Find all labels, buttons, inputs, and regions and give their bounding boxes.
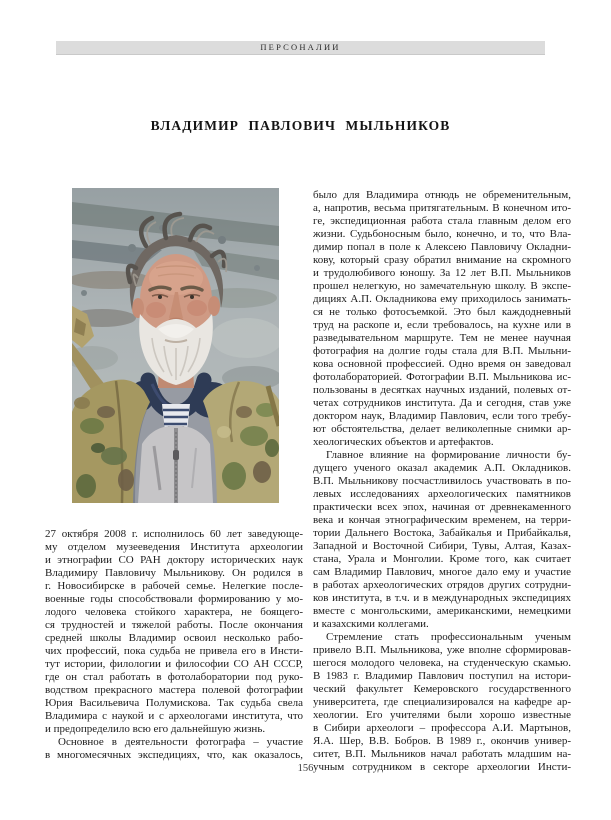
text-line: ков института, в т.ч. и в международных экспедициях bbox=[313, 592, 571, 604]
text-line: разведывательном маршруте. Тем не менее научная bbox=[313, 332, 571, 344]
section-header-label: ПЕРСОНАЛИИ bbox=[260, 42, 341, 52]
page-number: 156 bbox=[297, 763, 314, 774]
gray-vest bbox=[138, 426, 213, 503]
text-line: привело В.П. Мыльникова, уже вполне сформировав- bbox=[313, 644, 571, 656]
text-line: тории Дальнего Востока, Забайкалья и Прибайкалья, bbox=[313, 527, 571, 539]
portrait-photo-illustration bbox=[72, 188, 279, 503]
text-line: ге, экспедиционная работа стала главным делом его bbox=[313, 215, 571, 227]
text-line: шегося молодого человека, на студенческую скамью. bbox=[313, 657, 571, 669]
text-line: учным сотрудником в секторе археологии Инсти- bbox=[313, 761, 571, 773]
text-line: военные годы способствовали формированию у мо- bbox=[45, 593, 303, 605]
section-header-band bbox=[56, 41, 545, 55]
text-line: Владимиру Павловичу Мыльникову. Он родился в bbox=[45, 567, 303, 579]
text-line: а, напротив, весьма притягательным. В конечном ито- bbox=[313, 202, 571, 214]
text-line: жизни. Судьбоносным было, конечно, и то, что Вла- bbox=[313, 228, 571, 240]
text-line: сам Владимир Павлович, многое дало ему и участие bbox=[313, 566, 571, 578]
text-line: хеологических объектов и артефактов. bbox=[313, 436, 494, 448]
text-line: Западной и Восточной Сибири, Тувы, Алтая, Казах- bbox=[313, 540, 571, 552]
portrait-photo bbox=[72, 188, 279, 503]
text-line: хеологии. Его учителями были хорошо известные bbox=[313, 709, 571, 721]
text-line: в Сибири археологи – профессора А.И. Мартынов, bbox=[313, 722, 571, 734]
text-line: Владимира с наукой и с археологами института, что bbox=[45, 710, 303, 722]
text-line: му отделом музееведения Института археологии bbox=[45, 541, 303, 553]
text-line: доктором наук, Владимир Павлович, если того требу- bbox=[313, 410, 571, 422]
text-line: фотолабораторией. Фотографии В.П. Мыльникова ис- bbox=[313, 371, 571, 383]
text-line: г. Новосибирске в рабочей семье. Нелегкие после- bbox=[45, 580, 303, 592]
text-line: ся не только фотосъемкой. Это был каждодневный bbox=[313, 306, 571, 318]
text-line: ют обстоятельства, делает великолепные снимки ар- bbox=[313, 423, 571, 435]
text-line: 27 октября 2008 г. исполнилось 60 лет заведующе- bbox=[45, 528, 303, 540]
text-line: водством прекрасного мастера полевой фотографии bbox=[45, 684, 303, 696]
text-line: ся трудностей и тяжелой работы. После окончания bbox=[45, 619, 303, 631]
text-column-left bbox=[45, 528, 303, 762]
text-line: труд на раскопе и, если требовалось, на кухне или в bbox=[313, 319, 571, 331]
article-title: ВЛАДИМИР ПАВЛОВИЧ МЫЛЬНИКОВ bbox=[150, 118, 451, 133]
text-line: в работах археологических отрядов других сотрудни- bbox=[313, 579, 571, 591]
text-line: и предопределило всю его дальнейшую жизнь. bbox=[45, 723, 266, 735]
text-line: средней школы Владимир освоил несколько рабо- bbox=[45, 632, 303, 644]
text-line: фотография на долгие годы стала для В.П. Мыльни- bbox=[313, 345, 571, 357]
text-line: левых исследованиях археологических памятников bbox=[313, 488, 571, 500]
text-line: века и кончая этнографическим временем, на терри- bbox=[313, 514, 571, 526]
text-line: пользованы в десятках научных изданий, полевых от- bbox=[313, 384, 571, 396]
text-line: кова основной профессией. Одно время он заведовал bbox=[313, 358, 571, 370]
text-line: и трудолюбивого юношу. За 12 лет В.П. Мыльников bbox=[313, 267, 571, 279]
text-line: чих профессий, пока судьба не привела его в Инсти- bbox=[45, 645, 303, 657]
text-line: димир попал в поле к Алексею Павловичу Окладни- bbox=[313, 241, 571, 253]
text-line: дициях А.П. Окладникова ему приходилось занимать- bbox=[313, 293, 571, 305]
text-line: прошел нелегкую, но замечательную школу. В экспе- bbox=[313, 280, 571, 292]
text-line: и этнографии СО РАН доктору исторических наук bbox=[45, 554, 303, 566]
text-line: Основное в деятельности фотографа – участие bbox=[58, 736, 303, 748]
text-line: Главное влияние на формирование личности бу- bbox=[326, 449, 571, 461]
text-line: В.П. Мыльникову посчастливилось участвовать в по- bbox=[313, 475, 571, 487]
text-line: в многомесячных экспедициях, что, как оказалось, bbox=[45, 749, 303, 761]
text-line: дущего ученого оказал академик А.П. Окладников. bbox=[313, 462, 571, 474]
text-line: ческий факультет Кемеровского государственного bbox=[313, 683, 571, 695]
text-line: Юрия Васильевича Полумискова. Так судьба свела bbox=[45, 697, 303, 709]
text-line: тут истории, филологии и философии СО АН СССР, bbox=[45, 658, 303, 670]
text-line: кову, который сразу обратил внимание на скромного bbox=[313, 254, 571, 266]
text-line: где он стал работать в фотолаборатории под руко- bbox=[45, 671, 303, 683]
text-line: и казахскими коллегами. bbox=[313, 618, 429, 630]
text-line: университета, где специализировался на кафедре ар- bbox=[313, 696, 571, 708]
text-line: лодого человека стойкого характера, не боящего- bbox=[45, 606, 303, 618]
text-line: вместе с монгольскими, американскими, немецкими bbox=[313, 605, 571, 617]
text-line: В 1983 г. Владимир Павлович поступил на истори- bbox=[313, 670, 571, 682]
text-line: практически всех эпох, начиная от древнекаменного bbox=[313, 501, 571, 513]
text-line: четах сотрудников института. Да и сегодня, став уже bbox=[313, 397, 571, 409]
text-line: стана, Урала и Монголии. Кроме того, как считает bbox=[313, 553, 571, 565]
text-column-right bbox=[313, 189, 571, 774]
text-line: Я.А. Шер, В.В. Бобров. В 1989 г., окончив универ- bbox=[313, 735, 571, 747]
text-line: ситет, В.П. Мыльников начал работать младшим на- bbox=[313, 748, 571, 760]
text-line: Стремление стать профессиональным ученым bbox=[326, 631, 571, 643]
text-line: было для Владимира отнюдь не обременительным, bbox=[313, 189, 571, 201]
